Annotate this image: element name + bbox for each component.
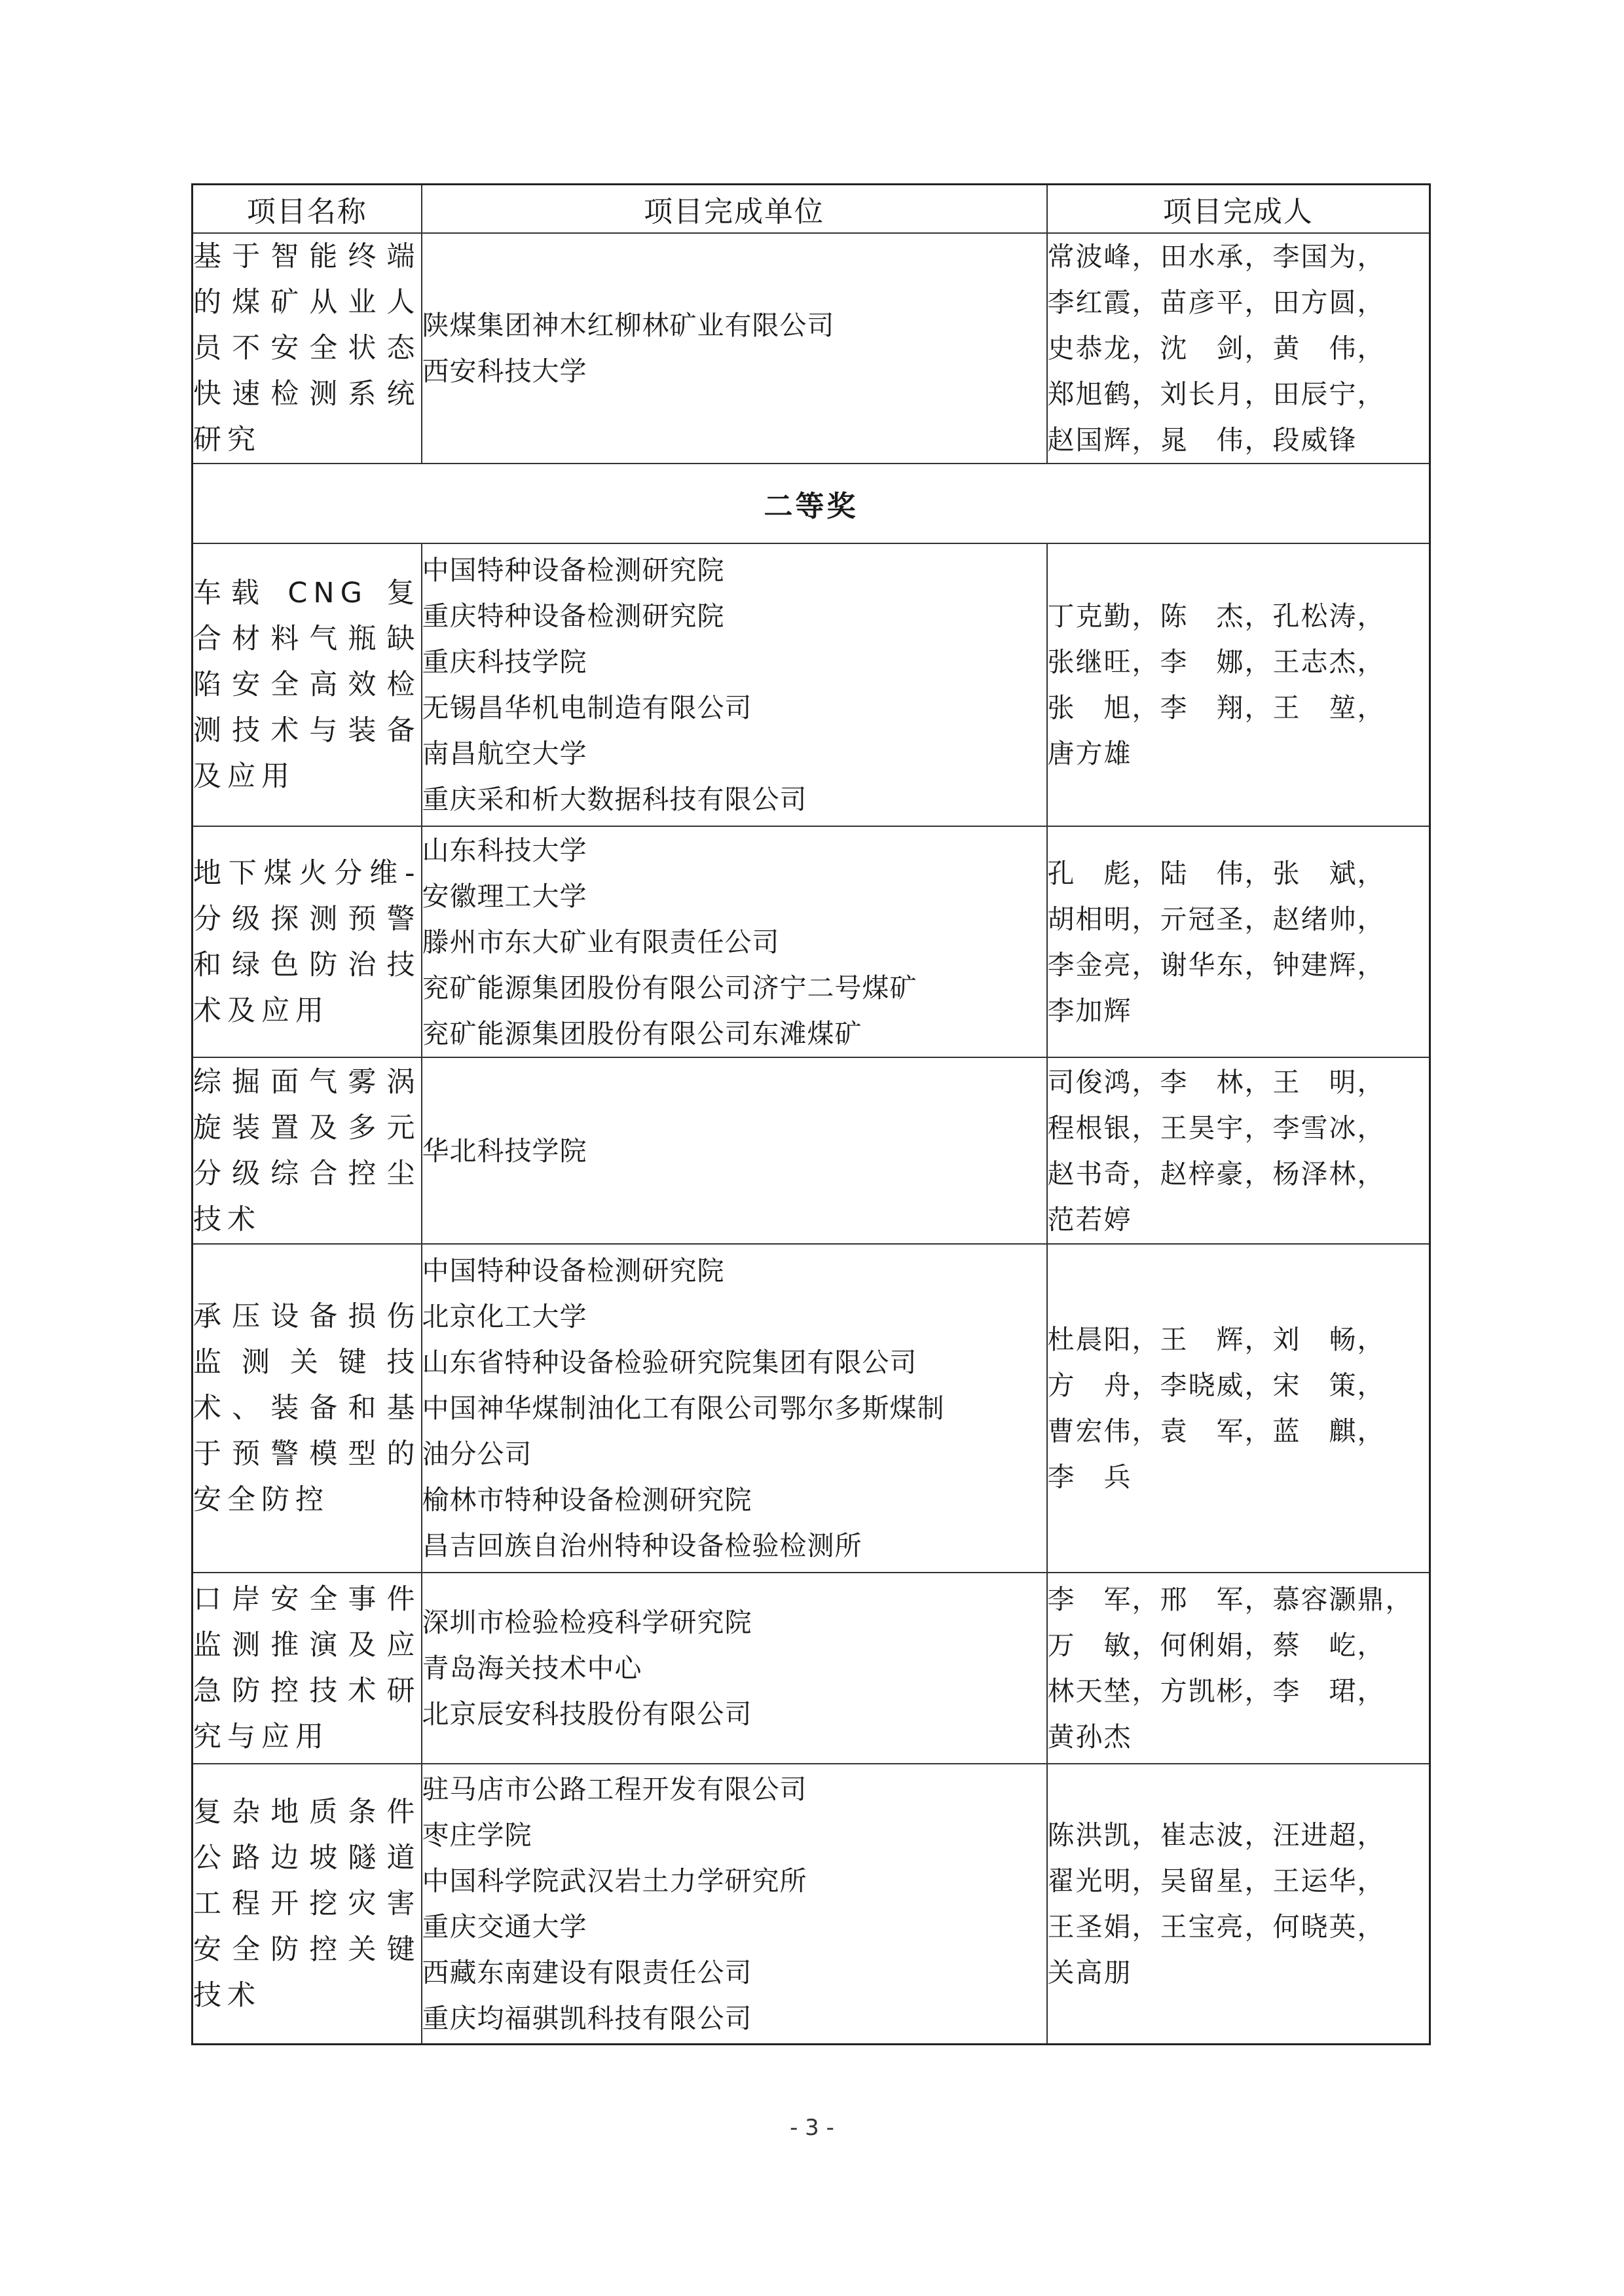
- unit-line: 驻马店市公路工程开发有限公司: [422, 1773, 807, 1805]
- project-people-cell: [1047, 1764, 1430, 2044]
- people-line: 郑旭鹤，刘长月，田辰宁，: [1047, 378, 1386, 410]
- people-line: 林天埜，方凯彬，李 珺，: [1047, 1675, 1386, 1707]
- people-line: 胡相明，亓冠圣，赵绪帅，: [1047, 903, 1386, 935]
- people-line: 赵书奇，赵梓豪，杨泽林，: [1047, 1157, 1386, 1190]
- people-line: 万 敏，何俐娟，蔡 屹，: [1047, 1630, 1386, 1661]
- project-unit-cell: [422, 1244, 1047, 1573]
- unit-line: 重庆科技学院: [422, 646, 587, 678]
- people-line: 杜晨阳，王 辉，刘 畅，: [1047, 1324, 1386, 1355]
- project-name-cell: 车载 CNG 复合材料气瓶缺陷安全高效检测技术与装备及应用: [193, 543, 422, 826]
- unit-line: 无锡昌华机电制造有限公司: [422, 692, 752, 723]
- unit-line: 西藏东南建设有限责任公司: [422, 1956, 752, 1988]
- unit-line: 重庆采和析大数据科技有限公司: [422, 784, 807, 815]
- people-line: 王圣娟，王宝亮，何晓英，: [1047, 1910, 1386, 1942]
- project-people-cell: [1047, 826, 1430, 1057]
- project-name-cell: 地下煤火分维-分级探测预警和绿色防治技术及应用: [193, 826, 422, 1057]
- project-unit-cell: [422, 1057, 1047, 1244]
- header-project-people: 项目完成人: [1047, 185, 1430, 234]
- project-unit-cell: [422, 1573, 1047, 1764]
- people-line: 司俊鸿，李 林，王 明，: [1047, 1066, 1386, 1098]
- unit-line: 兖矿能源集团股份有限公司东滩煤矿: [422, 1017, 862, 1049]
- unit-line: 山东省特种设备检验研究院集团有限公司: [422, 1347, 917, 1378]
- header-project-unit: 项目完成单位: [422, 185, 1047, 234]
- people-line: 张 旭，李 翔，王 堃，: [1047, 692, 1386, 723]
- table-row: [193, 1057, 1430, 1244]
- unit-line: 南昌航空大学: [422, 738, 587, 769]
- unit-line: 中国科学院武汉岩土力学研究所: [422, 1865, 807, 1897]
- people-line: 李 军，邢 军，慕容灏鼎，: [1047, 1584, 1414, 1615]
- unit-line: 枣庄学院: [422, 1819, 532, 1851]
- people-line: 史恭龙，沈 剑，黄 伟，: [1047, 333, 1386, 364]
- project-name-cell: 口岸安全事件监测推演及应急防控技术研究与应用: [193, 1573, 422, 1764]
- header-row: [193, 185, 1430, 234]
- project-unit-cell: [422, 543, 1047, 826]
- people-line: 方 舟，李晓威，宋 策，: [1047, 1370, 1386, 1401]
- table-row: [193, 543, 1430, 826]
- unit-line: 山东科技大学: [422, 834, 587, 866]
- table-row: [193, 1244, 1430, 1573]
- people-line: 赵国辉，晁 伟，段威锋: [1047, 424, 1357, 456]
- people-line: 陈洪凯，崔志波，汪进超，: [1047, 1819, 1386, 1851]
- unit-line: 深圳市检验检疫科学研究院: [422, 1607, 752, 1638]
- people-line: 张继旺，李 娜，王志杰，: [1047, 646, 1386, 678]
- people-line: 李 兵: [1047, 1461, 1132, 1493]
- unit-line: 安徽理工大学: [422, 880, 587, 912]
- unit-line: 中国神华煤制油化工有限公司鄂尔多斯煤制: [422, 1393, 945, 1424]
- people-line: 黄孙杰: [1047, 1721, 1132, 1753]
- project-name-cell: 综掘面气雾涡旋装置及多元分级综合控尘技术: [193, 1057, 422, 1244]
- project-unit-cell: [422, 233, 1047, 464]
- unit-line: 兖矿能源集团股份有限公司济宁二号煤矿: [422, 972, 917, 1004]
- people-line: 李加辉: [1047, 994, 1132, 1027]
- unit-line: 西安科技大学: [422, 355, 587, 387]
- people-line: 孔 彪，陆 伟，张 斌，: [1047, 857, 1386, 889]
- unit-line: 昌吉回族自治州特种设备检验检测所: [422, 1530, 862, 1561]
- people-line: 翟光明，吴留星，王运华，: [1047, 1865, 1386, 1897]
- table-row: [193, 233, 1430, 464]
- unit-line: 榆林市特种设备检测研究院: [422, 1484, 752, 1516]
- unit-line: 中国特种设备检测研究院: [422, 555, 725, 586]
- page-number: - 3 -: [790, 2115, 834, 2141]
- unit-line: 重庆均福骐凯科技有限公司: [422, 2002, 752, 2034]
- people-line: 程根银，王昊宇，李雪冰，: [1047, 1112, 1386, 1144]
- people-line: 关高朋: [1047, 1956, 1132, 1988]
- unit-line: 油分公司: [422, 1438, 532, 1470]
- awards-sheet: [191, 183, 1429, 2045]
- people-line: 李金亮，谢华东，钟建辉，: [1047, 949, 1386, 981]
- people-line: 常波峰，田水承，李国为，: [1047, 241, 1386, 272]
- people-line: 丁克勤，陈 杰，孔松涛，: [1047, 600, 1386, 632]
- table-row: [193, 1573, 1430, 1764]
- project-people-cell: [1047, 233, 1430, 464]
- people-line: 范若婷: [1047, 1203, 1132, 1235]
- project-people-cell: [1047, 543, 1430, 826]
- unit-line: 重庆交通大学: [422, 1910, 587, 1942]
- section-title: 二等奖: [193, 464, 1430, 543]
- project-unit-cell: [422, 826, 1047, 1057]
- unit-line: 滕州市东大矿业有限责任公司: [422, 926, 780, 958]
- people-line: 李红霞，苗彦平，田方圆，: [1047, 287, 1386, 318]
- unit-line: 中国特种设备检测研究院: [422, 1255, 725, 1286]
- people-line: 唐方雄: [1047, 738, 1132, 769]
- awards-table: [191, 183, 1431, 2045]
- people-line: 曹宏伟，袁 军，蓝 麒，: [1047, 1415, 1386, 1447]
- unit-line: 陕煤集团神木红柳林矿业有限公司: [422, 310, 835, 341]
- project-people-cell: [1047, 1244, 1430, 1573]
- project-people-cell: [1047, 1057, 1430, 1244]
- unit-line: 青岛海关技术中心: [422, 1652, 642, 1684]
- unit-line: 北京化工大学: [422, 1301, 587, 1332]
- project-people-cell: [1047, 1573, 1430, 1764]
- table-row: [193, 1764, 1430, 2044]
- project-name-cell: 复杂地质条件公路边坡隧道工程开挖灾害安全防控关键技术: [193, 1764, 422, 2044]
- unit-line: 华北科技学院: [422, 1135, 587, 1167]
- project-name-cell: 基于智能终端的煤矿从业人员不安全状态快速检测系统研究: [193, 233, 422, 464]
- project-unit-cell: [422, 1764, 1047, 2044]
- table-row: [193, 826, 1430, 1057]
- section-row: [193, 464, 1430, 543]
- unit-line: 重庆特种设备检测研究院: [422, 600, 725, 632]
- project-name-cell: 承压设备损伤监测关键技术、装备和基于预警模型的安全防控: [193, 1244, 422, 1573]
- header-project-name: 项目名称: [193, 185, 422, 234]
- unit-line: 北京辰安科技股份有限公司: [422, 1698, 752, 1730]
